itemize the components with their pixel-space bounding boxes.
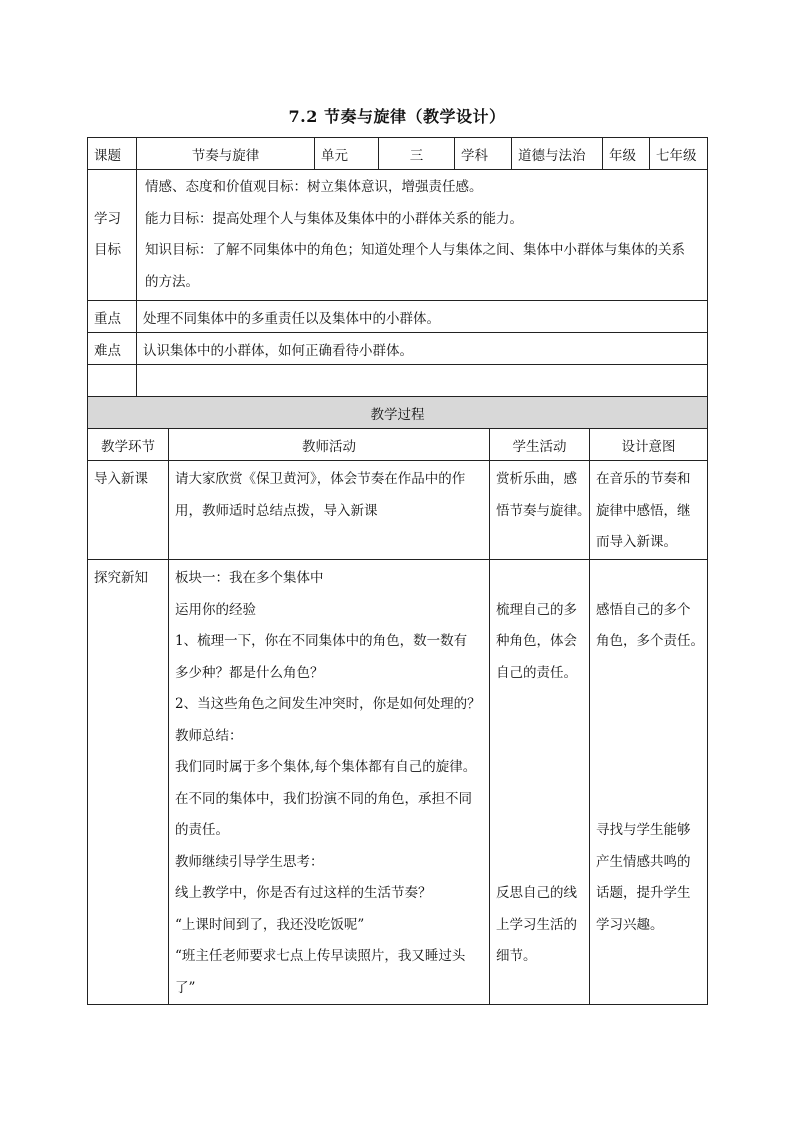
process-header-row (88, 429, 708, 461)
text-line: 反思自己的线 (496, 885, 577, 901)
text-line: 种角色，体会 (496, 633, 577, 649)
text-line: 2、当这些角色之间发生冲突时，你是如何处理的？ (175, 696, 481, 712)
document-title: 7.2 节奏与旋律（教学设计） (288, 107, 506, 126)
line-spacer (496, 752, 583, 784)
line-spacer (496, 563, 583, 595)
text-line: 1、梳理一下，你在不同集体中的角色，数一数有 (175, 633, 468, 649)
text-line: 寻找与学生能够 (596, 822, 691, 838)
header-teacher: 教师活动 (169, 429, 490, 461)
text-line: 旋律中感悟，继 (596, 502, 691, 519)
key-point-row (88, 301, 708, 333)
teaching-process-table (87, 396, 708, 1005)
text-line: 悟节奏与旋律。 (496, 502, 591, 519)
design-intent-cell (590, 461, 708, 560)
stage-cell (88, 560, 169, 1005)
text-line: 的责任。 (175, 822, 229, 838)
empty-row (88, 365, 708, 397)
grade-value: 七年级 (650, 138, 708, 170)
goals-label-line-1: 学习 (94, 211, 121, 227)
text-line: 我们同时属于多个集体,每个集体都有自己的旋律。 (175, 759, 477, 775)
topic-row (88, 138, 708, 170)
unit-value: 三 (379, 138, 455, 170)
text-line: 赏析乐曲，感 (496, 471, 577, 487)
design-intent-cell (590, 560, 708, 1005)
goal-line: 的方法。 (145, 273, 199, 290)
line-spacer (496, 784, 583, 816)
student-activity-cell (490, 560, 590, 1005)
text-line: 教师继续引导学生思考： (175, 853, 324, 870)
lesson-info-table (87, 137, 708, 397)
text-line: 产生情感共鸣的 (596, 853, 691, 870)
text-line: 上学习生活的 (496, 916, 577, 933)
goals-row (88, 170, 708, 301)
text-line: 而导入新课。 (596, 534, 677, 550)
key-point-value: 处理不同集体中的多重责任以及集体中的小群体。 (137, 301, 708, 333)
process-band-title: 教学过程 (88, 397, 708, 429)
text-line: “上课时间到了，我还没吃饭呢” (175, 916, 365, 933)
text-line: 学习兴趣。 (596, 916, 664, 933)
text-line: 用，教师适时总结点拨，导入新课 (175, 502, 378, 519)
text-line: 板块一：我在多个集体中 (175, 570, 324, 586)
goals-label-line-2: 目标 (94, 242, 121, 258)
text-line: 线上教学中，你是否有过这样的生活节奏？ (175, 885, 432, 901)
text-line: 教师总结： (175, 727, 243, 744)
topic-label: 课题 (88, 138, 137, 170)
grade-label: 年级 (603, 138, 650, 170)
text-line: 在音乐的节奏和 (596, 471, 691, 487)
student-activity-cell (490, 461, 590, 560)
line-spacer (596, 563, 701, 595)
stage-name: 探究新知 (94, 570, 148, 586)
empty-cell (88, 365, 137, 397)
text-line: 请大家欣赏《保卫黄河》，体会节奏在作品中的作 (175, 471, 466, 487)
text-line: 了” (175, 979, 196, 996)
table-row (88, 560, 708, 1005)
text-line: 感悟自己的多个 (596, 601, 691, 618)
line-spacer (596, 784, 701, 816)
difficulty-value: 认识集体中的小群体，如何正确看待小群体。 (137, 333, 708, 365)
subject-value: 道德与法治 (512, 138, 603, 170)
line-spacer (496, 815, 583, 847)
goal-line: 知识目标：了解不同集体中的角色；知道处理个人与集体之间、集体中小群体与集体的关系 (145, 242, 685, 258)
unit-label: 单元 (315, 138, 379, 170)
subject-label: 学科 (455, 138, 512, 170)
difficulty-label: 难点 (88, 333, 137, 365)
text-line: 多少种？都是什么角色？ (175, 664, 324, 681)
text-line: 运用你的经验 (175, 601, 256, 618)
empty-cell (137, 365, 708, 397)
teacher-activity-cell (169, 461, 490, 560)
line-spacer (596, 658, 701, 690)
header-student: 学生活动 (490, 429, 590, 461)
stage-cell (88, 461, 169, 560)
header-intent: 设计意图 (590, 429, 708, 461)
header-stage: 教学环节 (88, 429, 169, 461)
line-spacer (596, 689, 701, 721)
text-line: 角色，多个责任。 (596, 633, 704, 649)
line-spacer (496, 847, 583, 879)
line-spacer (596, 752, 701, 784)
text-line: 自己的责任。 (496, 664, 577, 681)
difficulty-row (88, 333, 708, 365)
teacher-activity-cell (169, 560, 490, 1005)
goals-label (88, 170, 137, 301)
line-spacer (496, 721, 583, 753)
goal-line: 能力目标：提高处理个人与集体及集体中的小群体关系的能力。 (145, 210, 523, 227)
stage-name: 导入新课 (94, 471, 148, 487)
text-line: 梳理自己的多 (496, 601, 577, 618)
goal-line: 情感、态度和价值观目标：树立集体意识，增强责任感。 (145, 179, 483, 195)
text-line: “班主任老师要求七点上传早读照片，我又睡过头 (175, 948, 466, 964)
goals-content (137, 170, 708, 301)
line-spacer (596, 721, 701, 753)
text-line: 话题，提升学生 (596, 885, 691, 901)
text-line: 在不同的集体中，我们扮演不同的角色，承担不同 (175, 790, 472, 807)
table-row (88, 461, 708, 560)
text-line: 细节。 (496, 948, 537, 964)
topic-value: 节奏与旋律 (137, 138, 315, 170)
key-point-label: 重点 (88, 301, 137, 333)
line-spacer (496, 689, 583, 721)
